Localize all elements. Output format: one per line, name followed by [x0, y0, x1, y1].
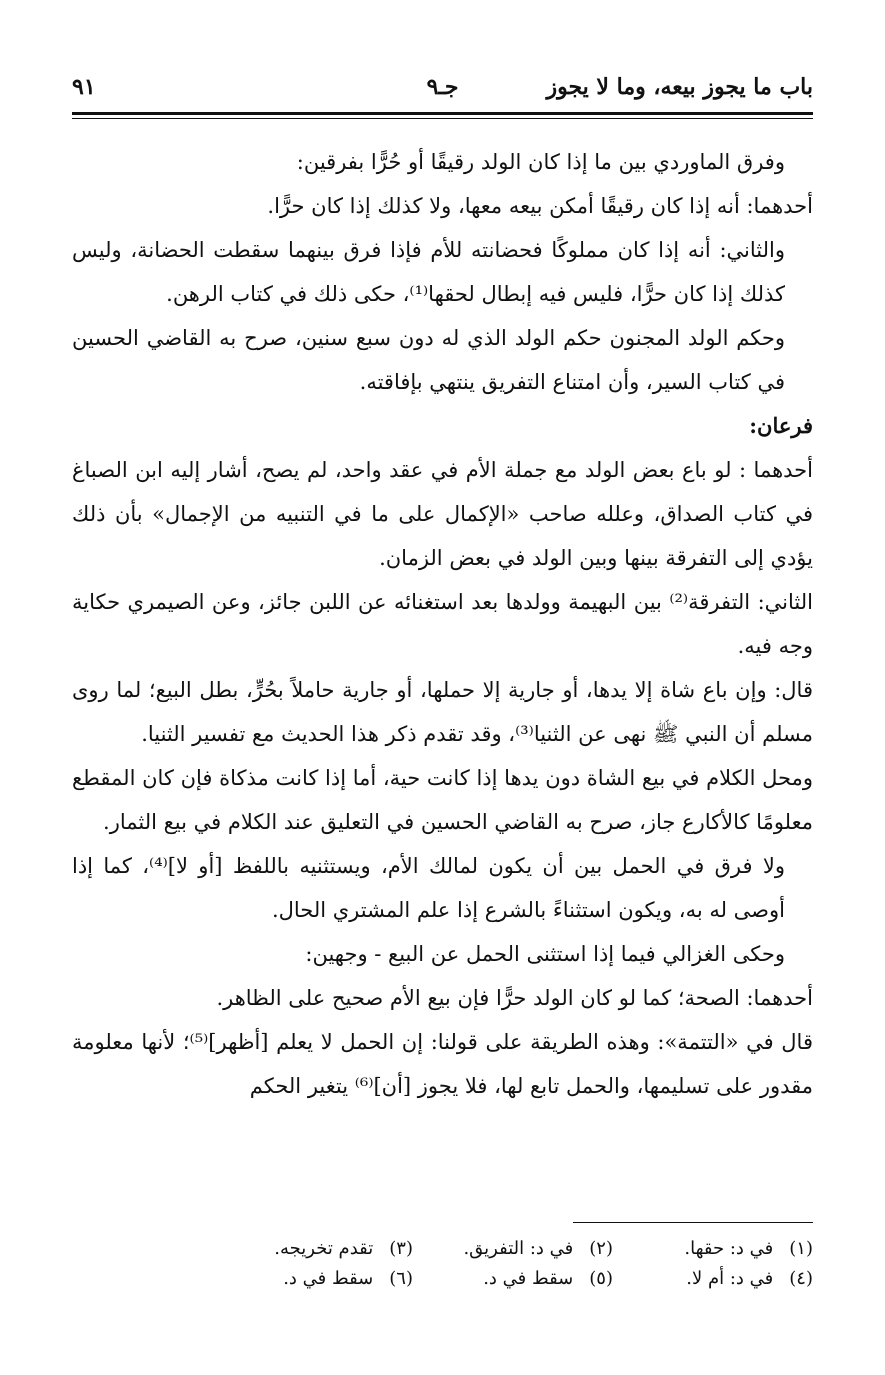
- footnote-number: (٢): [589, 1238, 613, 1259]
- footnote-text: سقط في د.: [483, 1268, 574, 1289]
- footnote: [213, 1264, 413, 1294]
- paragraph: ولا فرق في الحمل بين أن يكون لمالك الأم، ويستثنيه باللفظ [أو لا]⁽⁴⁾، كما إذا أوصى له به، ويكون استثناءً بالشرع إذا علم المشتري الحال.: [72, 854, 786, 922]
- footnote-text: في د: التفريق.: [463, 1238, 574, 1259]
- footnote-text: سقط في د.: [283, 1268, 374, 1289]
- footnote: [413, 1264, 613, 1294]
- paragraph: وحكم الولد المجنون حكم الولد الذي له دون سبع سنين، صرح به القاضي الحسين في كتاب السير، وأن امتناع التفريق ينتهي بإفاقته.: [72, 326, 785, 394]
- page-header: [72, 70, 813, 106]
- paragraph: أحدهما: الصحة؛ كما لو كان الولد حرًّا فإن بيع الأم صحيح على الظاهر.: [216, 986, 813, 1010]
- paragraph: والثاني: أنه إذا كان مملوكًا فحضانته للأم فإذا فرق بينهما سقطت الحضانة، وليس كذلك إذا كان حرًّا، فليس فيه إبطال لحقها⁽¹⁾، حكى ذلك في كتاب الرهن.: [72, 238, 785, 306]
- paragraph: أحدهما: أنه إذا كان رقيقًا أمكن بيعه معها، ولا كذلك إذا كان حرًّا.: [267, 194, 813, 218]
- header-rule-thin: [72, 118, 813, 119]
- footnote-separator: [573, 1222, 813, 1223]
- footnote: [613, 1234, 813, 1264]
- footnote-number: (٦): [389, 1268, 413, 1289]
- footnote: [613, 1264, 813, 1294]
- section-heading: فرعان:: [749, 413, 813, 438]
- paragraph: أحدهما : لو باع بعض الولد مع جملة الأم في عقد واحد، لم يصح، أشار إليه ابن الصباغ في كتاب الصداق، وعلله صاحب «الإكمال على ما في التنبيه من الإجمال» بأن ذلك يؤدي إلى التفرقة بينها وبين الولد في بعض الزمان.: [72, 458, 813, 570]
- footnotes: [72, 1234, 813, 1294]
- footnote: [213, 1234, 413, 1264]
- paragraph: قال: وإن باع شاة إلا يدها، أو جارية إلا حملها، أو جارية حاملاً بحُرٍّ، بطل البيع؛ لما روى مسلم أن النبي ﷺ نهى عن الثنيا⁽³⁾، وقد تقدم ذكر هذا الحديث مع تفسير الثنيا.: [72, 678, 813, 746]
- footnote-number: (٣): [389, 1238, 413, 1259]
- paragraph: ومحل الكلام في بيع الشاة دون يدها إذا كانت حية، أما إذا كانت مذكاة فإن كان المقطع معلومًا كالأكارع جاز، صرح به القاضي الحسين في التعليق عند الكلام في بيع الثمار.: [72, 766, 813, 834]
- footnote-number: (٤): [789, 1268, 813, 1289]
- footnote-text: تقدم تخريجه.: [274, 1238, 374, 1259]
- footnote: [413, 1234, 613, 1264]
- header-rule-thick: [72, 112, 813, 115]
- footnote-number: (١): [789, 1238, 813, 1259]
- paragraph: الثاني: التفرقة⁽²⁾ بين البهيمة وولدها بعد استغنائه عن اللبن جائز، وعن الصيمري حكاية وجه فيه.: [72, 590, 813, 658]
- volume-number: جـ٩: [426, 74, 459, 100]
- footnote-text: في د: حقها.: [684, 1238, 774, 1259]
- paragraph: وحكى الغزالي فيما إذا استثنى الحمل عن البيع - وجهين:: [305, 942, 785, 966]
- footnote-row: [72, 1264, 813, 1294]
- footnote-text: في د: أم لا.: [686, 1268, 774, 1289]
- footnote-number: (٥): [589, 1268, 613, 1289]
- footnote-row: [72, 1234, 813, 1264]
- paragraph: قال في «التتمة»: وهذه الطريقة على قولنا: إن الحمل لا يعلم [أظهر]⁽⁵⁾؛ لأنها معلومة مقدور على تسليمها، والحمل تابع لها، فلا يجوز [أن]⁽⁶⁾ يتغير الحكم: [72, 1030, 813, 1098]
- page-number: ٩١: [72, 74, 96, 100]
- chapter-title: باب ما يجوز بيعه، وما لا يجوز: [546, 74, 813, 100]
- paragraph: وفرق الماوردي بين ما إذا كان الولد رقيقًا أو حُرًّا بفرقين:: [296, 150, 785, 174]
- main-text: [72, 140, 813, 1108]
